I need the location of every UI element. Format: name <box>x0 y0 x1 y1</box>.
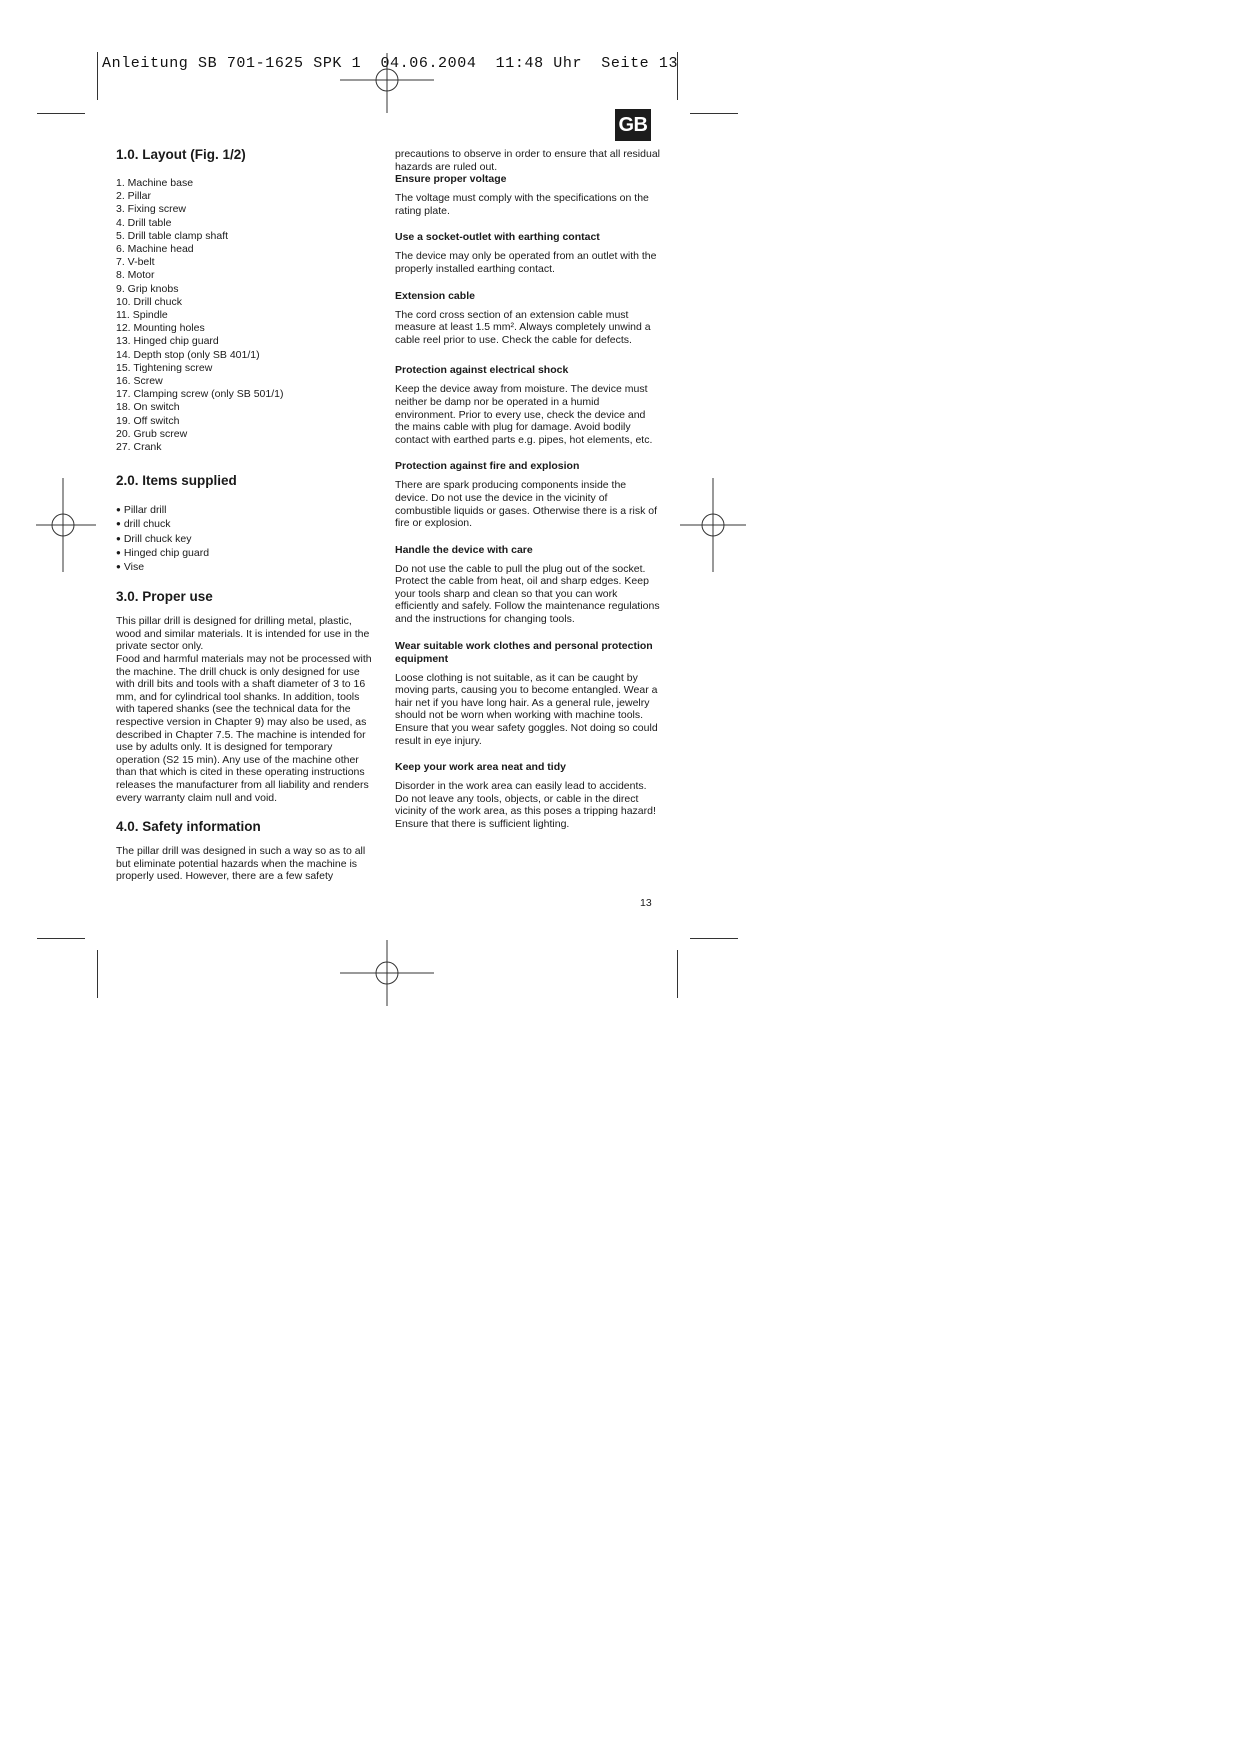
crop-mark-top-left-horizontal <box>37 113 85 114</box>
page-number: 13 <box>640 897 652 909</box>
crop-mark-top-right-horizontal <box>690 113 738 114</box>
section-heading-socket: Use a socket-outlet with earthing contact <box>395 231 600 244</box>
layout-heading: 1.0. Layout (Fig. 1/2) <box>116 147 246 162</box>
section-body-fire-explosion: There are spark producing components inside the device. Do not use the device in the vicinity of combustible liquids or gases. Otherwise there is a risk of fire or explosion. <box>395 479 658 530</box>
supplied-item: ● drill chuck <box>116 517 378 531</box>
continuation-paragraph: precautions to observe in order to ensure that all residual hazards are ruled out. <box>395 148 660 173</box>
safety-heading: 4.0. Safety information <box>116 819 261 835</box>
print-header: Anleitung SB 701-1625 SPK 1 04.06.2004 11:48 Uhr Seite 13 <box>102 55 679 72</box>
registration-mark-left <box>16 478 110 572</box>
crop-mark-top-left-vertical <box>97 52 98 100</box>
proper-use-paragraph: Food and harmful materials may not be processed with the machine. The drill chuck is only designed for use with drill bits and tools with a shaft diameter of 3 to 16 mm, and for cylindrical tool shanks. In addition, tools with tapered shanks (see the technical data for the respective version in Chapter 9) may also be used, as described in Chapter 7.5. The machine is intended for use by adults only. It is designed for temporary operation (S2 15 min). Any use of the machine other than that which is cited in these operating instructions releases the manufacturer from all liability and renders every warranty claim null and void. <box>116 653 372 804</box>
layout-item: 20. Grub screw <box>116 427 188 440</box>
layout-item: 12. Mounting holes <box>116 322 205 335</box>
layout-item: 9. Grip knobs <box>116 282 179 295</box>
section-heading-voltage: Ensure proper voltage <box>395 173 507 186</box>
section-heading-electrical-shock: Protection against electrical shock <box>395 364 569 377</box>
items-supplied-heading: 2.0. Items supplied <box>116 473 237 489</box>
right-column <box>395 148 660 831</box>
crop-mark-bottom-right-vertical <box>677 950 678 998</box>
section-heading-work-area: Keep your work area neat and tidy <box>395 761 566 774</box>
items-supplied-list <box>116 503 378 574</box>
layout-item: 4. Drill table <box>116 216 172 229</box>
registration-mark-bottom <box>340 926 434 1020</box>
layout-list <box>116 177 378 454</box>
layout-item: 18. On switch <box>116 401 180 414</box>
crop-mark-bottom-left-vertical <box>97 950 98 998</box>
section-body-socket: The device may only be operated from an outlet with the properly installed earthing contact. <box>395 250 657 275</box>
layout-item: 27. Crank <box>116 441 162 454</box>
proper-use-paragraph: This pillar drill is designed for drilling metal, plastic, wood and similar materials. It is intended for use in the private sector only. <box>116 615 370 653</box>
crop-mark-bottom-right-horizontal <box>690 938 738 939</box>
section-heading-fire-explosion: Protection against fire and explosion <box>395 460 580 473</box>
safety-paragraph: The pillar drill was designed in such a way so as to all but eliminate potential hazards when the machine is properly used. However, there are a few safety <box>116 845 366 883</box>
layout-item: 5. Drill table clamp shaft <box>116 229 229 242</box>
section-body-work-clothes: Loose clothing is not suitable, as it can be caught by moving parts, causing you to become entangled. Wear a hair net if you have long hair. As a general rule, jewelry should not be worn when working with machine tools. Ensure that you wear safety goggles. Not doing so could result in eye injury. <box>395 671 658 747</box>
language-badge: GB <box>615 109 651 141</box>
layout-item: 1. Machine base <box>116 177 194 189</box>
layout-item: 19. Off switch <box>116 414 180 427</box>
layout-item: 6. Machine head <box>116 243 194 256</box>
section-body-work-area: Disorder in the work area can easily lead to accidents. Do not leave any tools, objects, or cable in the direct vicinity of the work area, as this poses a tripping hazard! Ensure that there is sufficient lighting. <box>395 780 656 830</box>
crop-mark-bottom-left-horizontal <box>37 938 85 939</box>
section-heading-work-clothes: Wear suitable work clothes and personal protection equipment <box>395 639 653 665</box>
supplied-item: ● Drill chuck key <box>116 532 378 546</box>
layout-item: 11. Spindle <box>116 309 168 322</box>
layout-item: 16. Screw <box>116 375 163 388</box>
layout-item: 13. Hinged chip guard <box>116 335 219 348</box>
layout-item: 15. Tightening screw <box>116 361 213 374</box>
supplied-item: ● Hinged chip guard <box>116 546 378 560</box>
layout-item: 10. Drill chuck <box>116 295 182 308</box>
layout-item: 17. Clamping screw (only SB 501/1) <box>116 388 284 401</box>
layout-item: 8. Motor <box>116 269 155 282</box>
registration-mark-right <box>666 478 760 572</box>
supplied-item: ● Vise <box>116 560 378 574</box>
section-body-electrical-shock: Keep the device away from moisture. The device must neither be damp nor be operated in a humid environment. Prior to every use, check the device and the mains cable with plug for damage. Avoid bodily contact with earthed parts e.g. pipes, hot elements, etc. <box>395 383 653 446</box>
section-body-extension-cable: The cord cross section of an extension cable must measure at least 1.5 mm². Always completely unwind a cable reel prior to use. Check the cable for defects. <box>395 308 651 346</box>
section-body-handle-device: Do not use the cable to pull the plug out of the socket. Protect the cable from heat, oil and sharp edges. Keep your tools sharp and clean so that you can work efficiently and safely. Follow the maintenance regulations and the instructions for changing tools. <box>395 562 660 626</box>
section-heading-handle-device: Handle the device with care <box>395 543 533 556</box>
layout-item: 7. V-belt <box>116 256 155 269</box>
left-column <box>116 146 378 883</box>
section-body-voltage: The voltage must comply with the specifications on the rating plate. <box>395 192 649 217</box>
layout-item: 14. Depth stop (only SB 401/1) <box>116 348 260 361</box>
proper-use-heading: 3.0. Proper use <box>116 589 213 605</box>
supplied-item: ● Pillar drill <box>116 503 378 517</box>
layout-item: 3. Fixing screw <box>116 203 187 216</box>
layout-item: 2. Pillar <box>116 190 152 203</box>
registration-mark-top <box>340 33 434 127</box>
section-heading-extension-cable: Extension cable <box>395 289 475 302</box>
